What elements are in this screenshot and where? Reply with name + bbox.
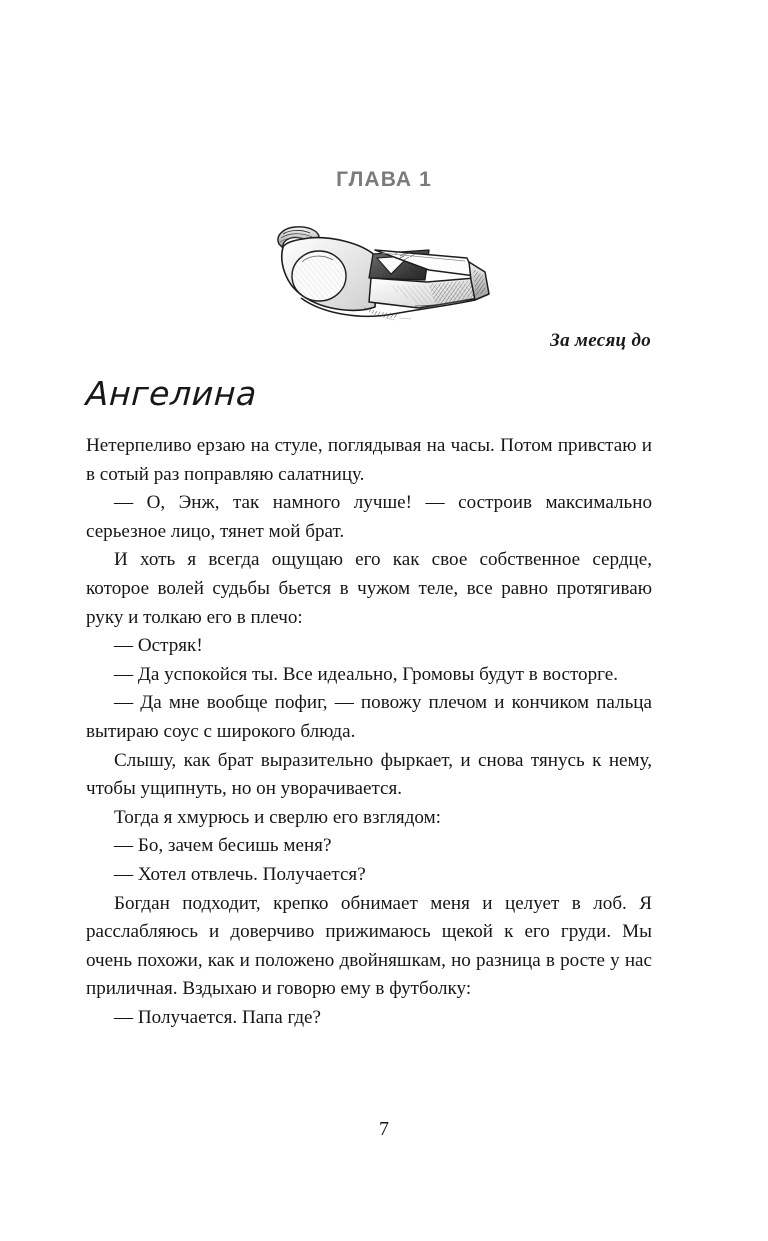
paragraph: — Хотел отвлечь. Получается? — [114, 863, 366, 885]
paragraph: — Получается. Папа где? — [114, 1006, 321, 1028]
whistle-icon — [269, 214, 499, 330]
paragraph: Богдан подходит, крепко обнимает меня и целует в лоб. Я расслабляюсь и доверчиво прижимаюсь щекой к его груди. Мы очень похожи, как и положено двойняшкам, но разница в росте у нас приличная. Вздыхаю и говорю ему в футболку: — [86, 892, 652, 1000]
timeline-note: За месяц до — [550, 330, 651, 351]
paragraph: — О, Энж, так намного лучше! — состроив максимально серьезное лицо, тянет мой брат. — [86, 492, 652, 542]
paragraph: — Да успокойся ты. Все идеально, Громовы будут в восторге. — [114, 663, 618, 685]
paragraph: Слышу, как брат выразительно фыркает, и снова тянусь к нему, чтобы ущипнуть, но он уворачивается. — [86, 749, 652, 800]
whistle-illustration — [0, 212, 768, 332]
pov-character-name: Ангелина — [84, 374, 258, 413]
paragraph: Тогда я хмурюсь и сверлю его взглядом: — [114, 806, 441, 828]
chapter-heading: ГЛАВА 1 — [336, 168, 432, 191]
page-number: 7 — [379, 1118, 389, 1140]
body-text — [86, 432, 652, 1032]
paragraph: — Бо, зачем бесишь меня? — [114, 835, 332, 857]
paragraph: Нетерпеливо ерзаю на стуле, поглядывая на часы. Потом привстаю и в сотый раз поправляю салатницу. — [86, 435, 652, 485]
paragraph: И хоть я всегда ощущаю его как свое собственное сердце, которое волей судьбы бьется в чужом теле, все равно протягиваю руку и толкаю его в плечо: — [86, 549, 652, 628]
paragraph: — Остряк! — [114, 635, 203, 657]
paragraph: — Да мне вообще пофиг, — повожу плечом и кончиком пальца вытираю соус с широкого блюда. — [86, 692, 652, 742]
